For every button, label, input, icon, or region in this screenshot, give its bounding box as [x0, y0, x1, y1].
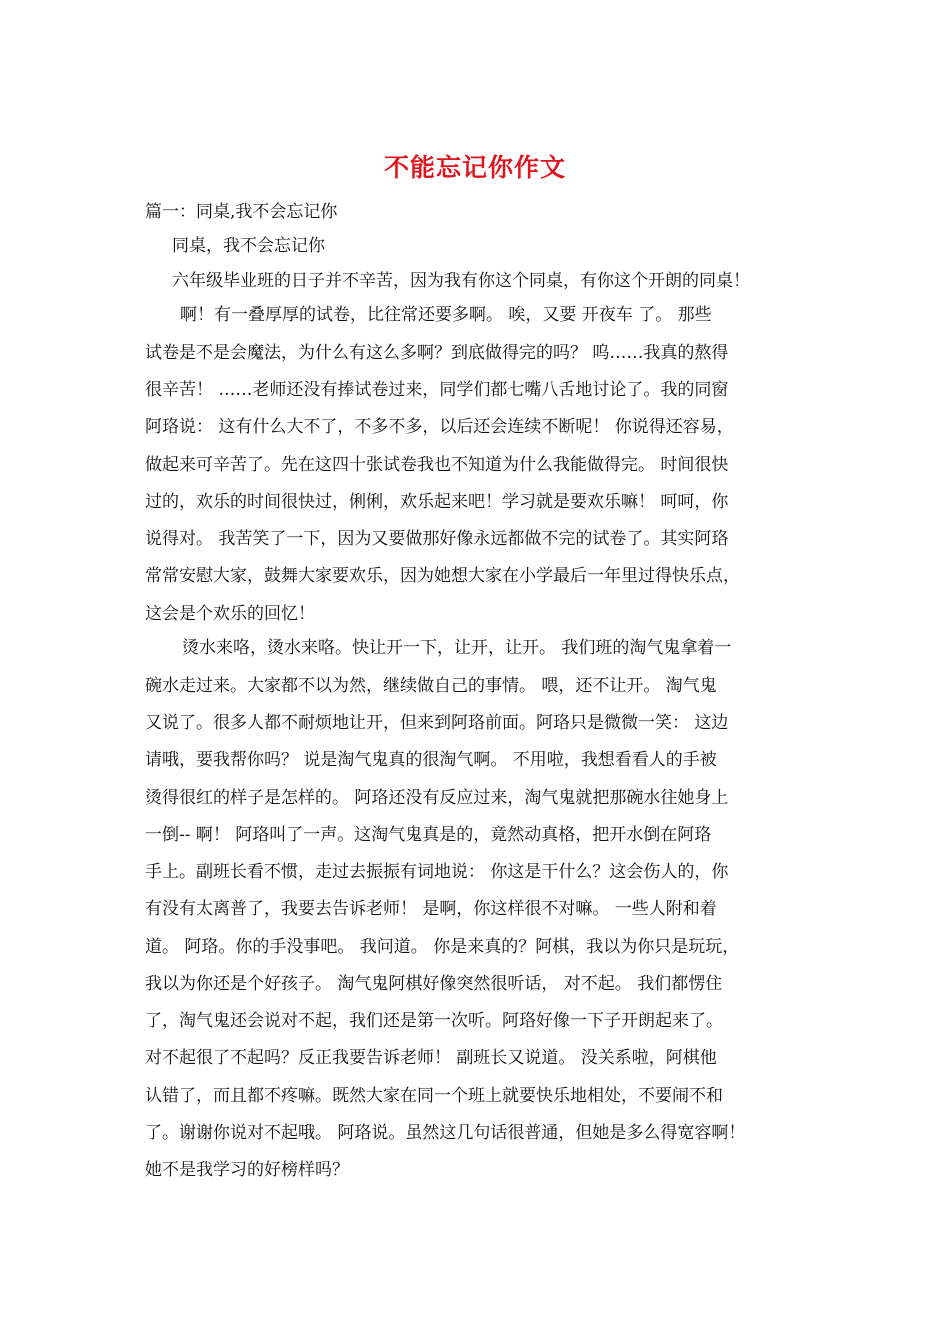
- paragraph-line: 试卷是不是会魔法，为什么有这么多啊？到底做得完的吗？ 呜……我真的熬得: [145, 343, 729, 363]
- essay-subtitle: 同桌，我不会忘记你: [172, 236, 325, 256]
- paragraph-line: 请哦，要我帮你吗？ 说是淘气鬼真的很淘气啊。 不用啦，我想看看人的手被: [145, 750, 717, 770]
- paragraph-line: 认错了，而且都不疼嘛。既然大家在同一个班上就要快乐地相处，不要闹不和: [145, 1086, 723, 1106]
- document-title: 不能忘记你作文: [383, 153, 566, 182]
- paragraph-line: 我以为你还是个好孩子。 淘气鬼阿棋好像突然很听话， 对不起。 我们都愣住: [145, 974, 723, 994]
- paragraph-line: 做起来可辛苦了。先在这四十张试卷我也不知道为什么我能做得完。 时间很快: [145, 455, 729, 475]
- paragraph-line: 一倒-- 啊！ 阿珞叫了一声。这淘气鬼真是的，竟然动真格，把开水倒在阿珞: [145, 825, 712, 845]
- paragraph-line: 烫得很红的样子是怎样的。 阿珞还没有反应过来，淘气鬼就把那碗水往她身上: [145, 788, 729, 808]
- paragraph-line: 她不是我学习的好榜样吗？: [145, 1160, 349, 1180]
- paragraph-line: 有没有太离普了，我要去告诉老师！ 是啊，你这样很不对嘛。 一些人附和着: [145, 899, 717, 919]
- paragraph-line: 常常安慰大家，鼓舞大家要欢乐，因为她想大家在小学最后一年里过得快乐点，: [145, 566, 740, 586]
- paragraph-line: 啊！有一叠厚厚的试卷，比往常还要多啊。 唉，又要 开夜车 了。 那些: [180, 305, 712, 325]
- paragraph-line: 很辛苦！ ……老师还没有捧试卷过来，同学们都七嘴八舌地讨论了。我的同窗: [145, 380, 729, 400]
- paragraph-line: 过的，欢乐的时间很快过，俐俐，欢乐起来吧！学习就是要欢乐嘛！ 呵呵，你: [145, 492, 729, 512]
- paragraph-line: 阿珞说： 这有什么大不了，不多不多，以后还会连续不断呢！ 你说得还容易，: [145, 417, 734, 437]
- paragraph-line: 碗水走过来。大家都不以为然，继续做自己的事情。 喂，还不让开。 淘气鬼: [145, 676, 717, 696]
- paragraph-line: 手上。副班长看不惯，走过去振振有词地说： 你这是干什么？这会伤人的，你: [145, 862, 729, 882]
- paragraph-line: 道。 阿珞。你的手没事吧。 我问道。 你是来真的？阿棋，我以为你只是玩玩，: [145, 937, 740, 957]
- section-heading: 篇一：同桌,我不会忘记你: [145, 202, 338, 222]
- paragraph-line: 六年级毕业班的日子并不辛苦，因为我有你这个同桌，有你这个开朗的同桌！: [172, 271, 750, 291]
- paragraph-line: 了。谢谢你说对不起哦。 阿珞说。虽然这几句话很普通，但她是多么得宽容啊！: [145, 1123, 746, 1143]
- paragraph-line: 了，淘气鬼还会说对不起，我们还是第一次听。阿珞好像一下子开朗起来了。: [145, 1011, 723, 1031]
- paragraph-line: 又说了。很多人都不耐烦地让开，但来到阿珞前面。阿珞只是微微一笑： 这边: [145, 713, 729, 733]
- paragraph-line: 对不起很了不起吗？反正我要告诉老师！ 副班长又说道。 没关系啦，阿棋他: [145, 1048, 717, 1068]
- paragraph-line: 说得对。 我苦笑了一下，因为又要做那好像永远都做不完的试卷了。其实阿珞: [145, 529, 729, 549]
- paragraph-line: 烫水来咯，烫水来咯。快让开一下，让开，让开。 我们班的淘气鬼拿着一: [182, 638, 732, 658]
- paragraph-line: 这会是个欢乐的回忆！: [145, 604, 315, 624]
